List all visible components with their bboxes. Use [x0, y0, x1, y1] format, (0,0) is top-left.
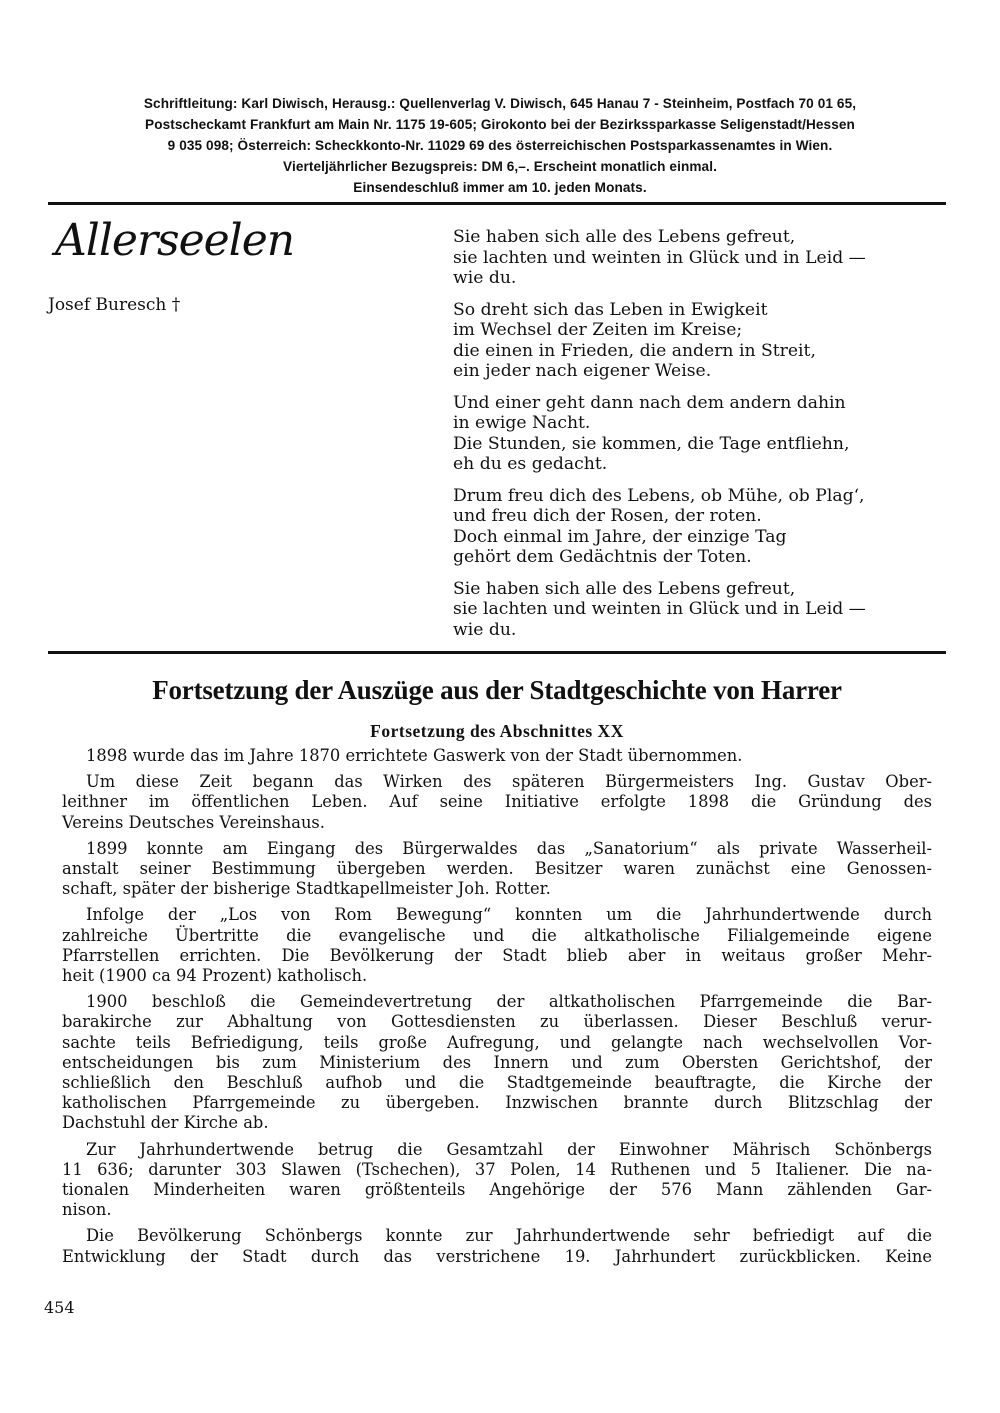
text-line: katholischen Pfarrgemeinde zu übergeben. Inzwischen brannte durch Blitzschlag der [62, 1093, 932, 1113]
poem-line: gehört dem Gedächtnis der Toten. [453, 547, 752, 567]
text-line: Pfarrstellen errichten. Die Bevölkerung der Stadt blieb aber in weitaus großer Mehr- [62, 945, 932, 965]
masthead-line: Einsendeschluß immer am 10. jeden Monats. [353, 180, 647, 195]
text-line: Entwicklung der Stadt durch das verstrichene 19. Jahrhundert zurückblicken. Keine [62, 1246, 932, 1266]
paragraph [62, 772, 932, 833]
text-line: Zur Jahrhundertwende betrug die Gesamtzahl der Einwohner Mährisch Schönbergs [86, 1139, 932, 1159]
text-line: 1899 konnte am Eingang des Bürgerwaldes das „Sanatorium“ als private Wasserheil- [86, 838, 932, 858]
poem-line: wie du. [453, 619, 517, 640]
paragraph [62, 992, 932, 1133]
masthead-line: Postscheckamt Frankfurt am Main Nr. 1175 19-605; Girokonto bei der Bezirkssparkasse Seligenstadt/Hessen [145, 117, 855, 132]
paragraph [62, 1226, 932, 1266]
masthead-line: 9 035 098; Österreich: Scheckkonto-Nr. 11029 69 des österreichischen Postsparkassenamtes in Wien. [167, 138, 833, 153]
paragraph [62, 839, 932, 900]
text-line: Die Bevölkerung Schönbergs konnte zur Jahrhundertwende sehr befriedigt auf die [86, 1226, 932, 1246]
poem-author: Josef Buresch † [48, 295, 181, 315]
stanza [453, 579, 953, 641]
masthead-line: Schriftleitung: Karl Diwisch, Herausg.: Quellenverlag V. Diwisch, 645 Hanau 7 - Steinheim, Postfach 70 01 65, [143, 96, 857, 111]
text-line: Um diese Zeit begann das Wirken des späteren Bürgermeisters Ing. Gustav Ober- [86, 772, 932, 792]
text-line: barakirche zur Abhaltung von Gottesdiensten zu überlassen. Dieser Beschluß verur- [62, 1012, 932, 1032]
text-line: Vereins Deutsches Vereinshaus. [62, 812, 325, 832]
poem-line: ein jeder nach eigener Weise. [453, 361, 712, 381]
poem-line: und freu dich der Rosen, der roten. [453, 506, 762, 526]
poem-line: Sie haben sich alle des Lebens gefreut, [453, 578, 796, 599]
poem-line: So dreht sich das Leben in Ewigkeit [453, 299, 768, 320]
poem-line: sie lachten und weinten in Glück und in Leid — [453, 247, 866, 268]
text-line: Dachstuhl der Kirche ab. [62, 1113, 269, 1133]
poem-line: sie lachten und weinten in Glück und in Leid — [453, 599, 866, 619]
text-line: tionalen Minderheiten waren größtenteils Angehörige der 576 Mann zählenden Gar- [62, 1180, 932, 1200]
text-line: anstalt seiner Bestimmung übergeben werden. Besitzer waren zunächst eine Genossen- [62, 859, 932, 879]
text-line: heit (1900 ca 94 Prozent) katholisch. [62, 966, 368, 986]
poem-line: Doch einmal im Jahre, der einzige Tag [453, 526, 787, 547]
text-line: 1898 wurde das im Jahre 1870 errichtete Gaswerk von der Stadt übernommen. [86, 746, 743, 765]
masthead [40, 93, 960, 198]
text-line: schaft, später der bisherige Stadtkapellmeister Joh. Rotter. [62, 879, 551, 899]
paragraph [62, 1140, 932, 1221]
top-divider [48, 202, 946, 205]
article-body [62, 746, 932, 1273]
poem-body [453, 227, 953, 651]
text-line: 1900 beschloß die Gemeindevertretung der altkatholischen Pfarrgemeinde die Bar- [86, 992, 932, 1012]
article-subtitle: Fortsetzung des Abschnittes XX [370, 721, 624, 741]
poem-line: Sie haben sich alle des Lebens gefreut, [453, 227, 796, 247]
masthead-line: Vierteljährlicher Bezugspreis: DM 6,–. Erscheint monatlich einmal. [283, 159, 717, 174]
stanza [453, 227, 953, 289]
text-line: Infolge der „Los von Rom Bewegung“ konnten um die Jahrhundertwende durch [86, 905, 932, 925]
poem-line: Die Stunden, sie kommen, die Tage entfliehn, [453, 433, 850, 454]
poem-line: Und einer geht dann nach dem andern dahin [453, 392, 846, 413]
text-line: nison. [62, 1200, 112, 1220]
text-line: 11 636; darunter 303 Slawen (Tschechen), 37 Polen, 14 Ruthenen und 5 Italiener. Die na- [62, 1159, 932, 1179]
stanza [453, 300, 953, 382]
page-number: 454 [44, 1298, 75, 1317]
stanza [453, 486, 953, 568]
poem-line: eh du es gedacht. [453, 454, 608, 474]
text-line: sachte teils Befriedigung, teils große Aufregung, und gelangte nach wechselvollen Vor- [62, 1032, 932, 1052]
text-line: leithner im öffentlichen Leben. Auf seine Initiative erfolgte 1898 die Gründung des [62, 792, 932, 812]
stanza [453, 393, 953, 475]
poem-line: wie du. [453, 268, 517, 288]
poem-line: Drum freu dich des Lebens, ob Mühe, ob Plag‘, [453, 485, 865, 506]
poem-title: Allerseelen [55, 215, 295, 266]
paragraph [62, 905, 932, 986]
paragraph [62, 746, 932, 766]
poem-line: in ewige Nacht. [453, 413, 591, 433]
section-divider [48, 651, 946, 654]
text-line: entscheidungen bis zum Ministerium des Innern und zum Obersten Gerichtshof, der [62, 1052, 932, 1072]
article-title: Fortsetzung der Auszüge aus der Stadtgeschichte von Harrer [152, 675, 842, 705]
poem-line: im Wechsel der Zeiten im Kreise; [453, 320, 743, 340]
text-line: schließlich den Beschluß aufhob und die Stadtgemeinde beauftragte, die Kirche der [62, 1073, 932, 1093]
text-line: zahlreiche Übertritte die evangelische und die altkatholische Filialgemeinde eigene [62, 925, 932, 945]
poem-line: die einen in Frieden, die andern in Streit, [453, 340, 816, 361]
